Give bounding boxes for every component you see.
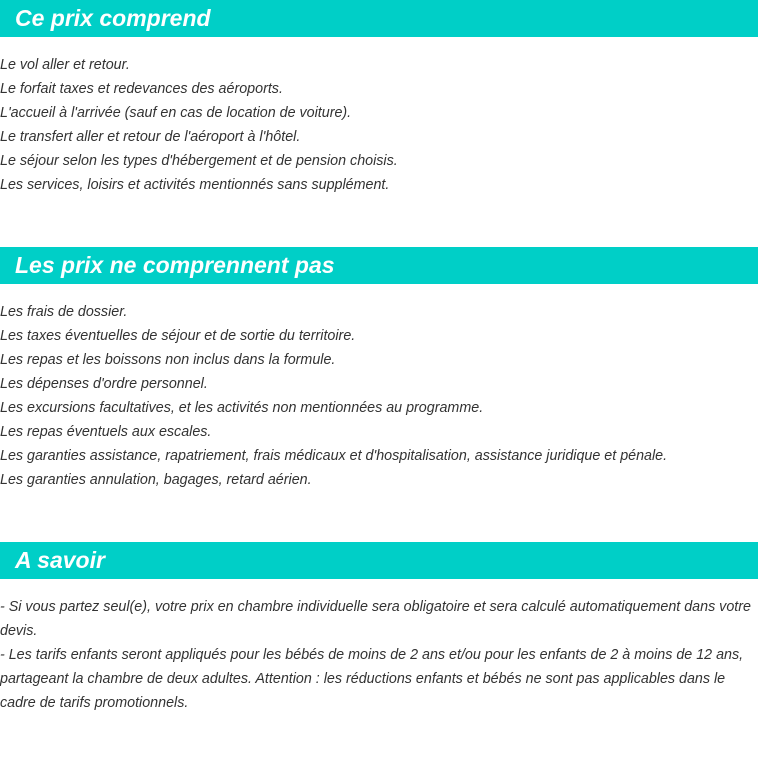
included-list xyxy=(0,53,758,197)
section-title-included: Ce prix comprend xyxy=(15,5,211,31)
good-to-know-paragraph: - Les tarifs enfants seront appliqués pour les bébés de moins de 2 ans et/ou pour les enfants de 2 à moins de 12 ans, partageant la chambre de deux adultes. Attention : les réductions enfants et bébés ne sont pas applicables dans le cadre de tarifs promotionnels. xyxy=(0,647,744,711)
included-item: Le forfait taxes et redevances des aéroports. xyxy=(0,81,283,97)
not-included-item: Les taxes éventuelles de séjour et de sortie du territoire. xyxy=(0,328,356,344)
section-title-not-included: Les prix ne comprennent pas xyxy=(15,252,335,278)
included-item: Le transfert aller et retour de l'aéroport à l'hôtel. xyxy=(0,129,301,145)
section-header-included xyxy=(0,0,758,37)
good-to-know-paragraph: - Si vous partez seul(e), votre prix en chambre individuelle sera obligatoire et sera calculé automatiquement dans votre devis. xyxy=(0,599,751,639)
included-item: Les services, loisirs et activités mentionnés sans supplément. xyxy=(0,177,390,193)
not-included-item: Les excursions facultatives, et les activités non mentionnées au programme. xyxy=(0,400,484,416)
section-title-good-to-know: A savoir xyxy=(15,547,105,573)
not-included-item: Les frais de dossier. xyxy=(0,304,128,320)
not-included-item: Les garanties annulation, bagages, retard aérien. xyxy=(0,472,312,488)
included-item: Le séjour selon les types d'hébergement et de pension choisis. xyxy=(0,153,398,169)
good-to-know-text xyxy=(0,595,756,715)
included-item: Le vol aller et retour. xyxy=(0,57,130,73)
not-included-item: Les repas et les boissons non inclus dans la formule. xyxy=(0,352,336,368)
section-header-not-included xyxy=(0,247,758,284)
included-item: L'accueil à l'arrivée (sauf en cas de location de voiture). xyxy=(0,105,352,121)
not-included-item: Les dépenses d'ordre personnel. xyxy=(0,376,208,392)
not-included-item: Les garanties assistance, rapatriement, frais médicaux et d'hospitalisation, assistance juridique et pénale. xyxy=(0,448,668,464)
not-included-list xyxy=(0,300,758,492)
not-included-item: Les repas éventuels aux escales. xyxy=(0,424,212,440)
section-header-good-to-know xyxy=(0,542,758,579)
